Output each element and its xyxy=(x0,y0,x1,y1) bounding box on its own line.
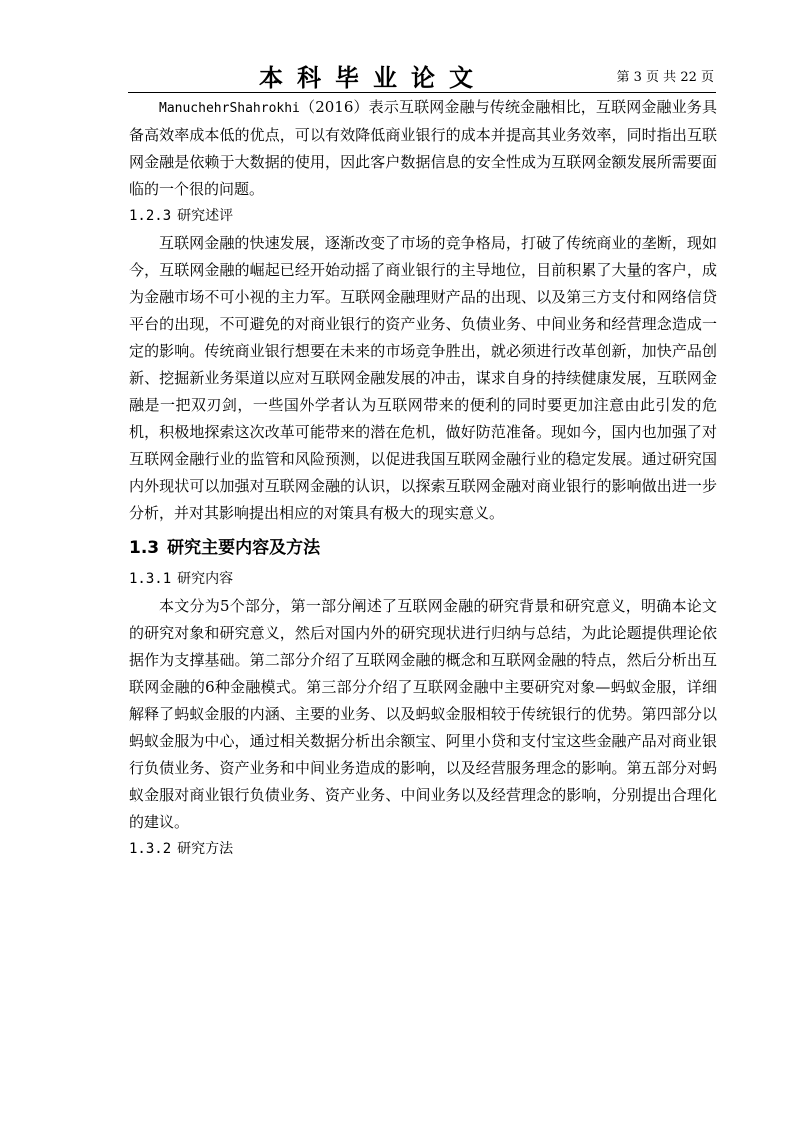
header-title: 本科毕业论文 xyxy=(259,63,487,92)
paragraph-1 xyxy=(129,94,717,203)
heading-1-3-2 xyxy=(129,836,717,863)
heading-text: 研究述评 xyxy=(177,208,234,224)
header-page-info: 第 3 页 共 22 页 xyxy=(616,70,714,85)
paragraph-3: 本文分为5个部分，第一部分阐述了互联网金融的研究背景和研究意义，明确本论文的研究对象和研究意义，然后对国内外的研究现状进行归纳与总结，为此论题提供理论依据作为支撑基础。第二部分介绍了互联网金融的概念和互联网金融的特点，然后分析出互联网金融的6种金融模式。第三部分介绍了互联网金融中主要研究对象—蚂蚁金服，详细解释了蚂蚁金服的内涵、主要的业务、以及蚂蚁金服相较于传统银行的优势。第四部分以蚂蚁金服为中心，通过相关数据分析出余额宝、阿里小贷和支付宝这些金融产品对商业银行负债业务、资产业务和中间业务造成的影响，以及经营服务理念的影响。第五部分对蚂蚁金服对商业银行负债业务、资产业务、中间业务以及经营理念的影响，分别提出合理化的建议。 xyxy=(129,597,717,831)
heading-text: 研究方法 xyxy=(177,841,234,857)
header-rule xyxy=(128,92,716,93)
heading-1-3-1 xyxy=(129,566,717,593)
paragraph-2: 互联网金融的快速发展，逐渐改变了市场的竞争格局，打破了传统商业的垄断，现如今，互联网金融的崛起已经开始动摇了商业银行的主导地位，目前积累了大量的客户，成为金融市场不可小视的主力军。互联网金融理财产品的出现、以及第三方支付和网络信贷平台的出现，不可避免的对商业银行的资产业务、负债业务、中间业务和经营理念造成一定的影响。传统商业银行想要在未来的市场竞争胜出，就必须进行改革创新，加快产品创新、挖掘新业务渠道以应对互联网金融发展的冲击，谋求自身的持续健康发展，互联网金融是一把双刃剑，一些国外学者认为互联网带来的便利的同时要更加注意由此引发的危机，积极地探索这次改革可能带来的潜在危机，做好防范准备。现如今，国内也加强了对互联网金融行业的监管和风险预测，以促进我国互联网金融行业的稳定发展。通过研究国内外现状可以加强对互联网金融的认识，以探索互联网金融对商业银行的影响做出进一步分析，并对其影响提出相应的对策具有极大的现实意义。 xyxy=(129,234,717,522)
heading-number: 1.3 xyxy=(129,538,160,558)
paragraph-1-text: （2016）表示互联网金融与传统金融相比，互联网金融业务具备高效率成本低的优点，可以有效降低商业银行的成本并提高其业务效率，同时指出互联网金融是依赖于大数据的使用，因此客户数据信息的安全性成为互联网金额发展所需要面临的一个很的问题。 xyxy=(129,98,717,198)
heading-text: 研究主要内容及方法 xyxy=(167,538,321,558)
heading-number: 1.3.1 xyxy=(129,571,172,587)
heading-number: 1.3.2 xyxy=(129,841,172,857)
heading-text: 研究内容 xyxy=(177,571,234,587)
page-header xyxy=(128,60,716,92)
page-body xyxy=(129,94,717,863)
heading-1-3 xyxy=(129,530,717,566)
heading-number: 1.2.3 xyxy=(129,208,172,224)
author-name: ManuchehrShahrokhi xyxy=(159,101,300,116)
heading-1-2-3 xyxy=(129,203,717,230)
